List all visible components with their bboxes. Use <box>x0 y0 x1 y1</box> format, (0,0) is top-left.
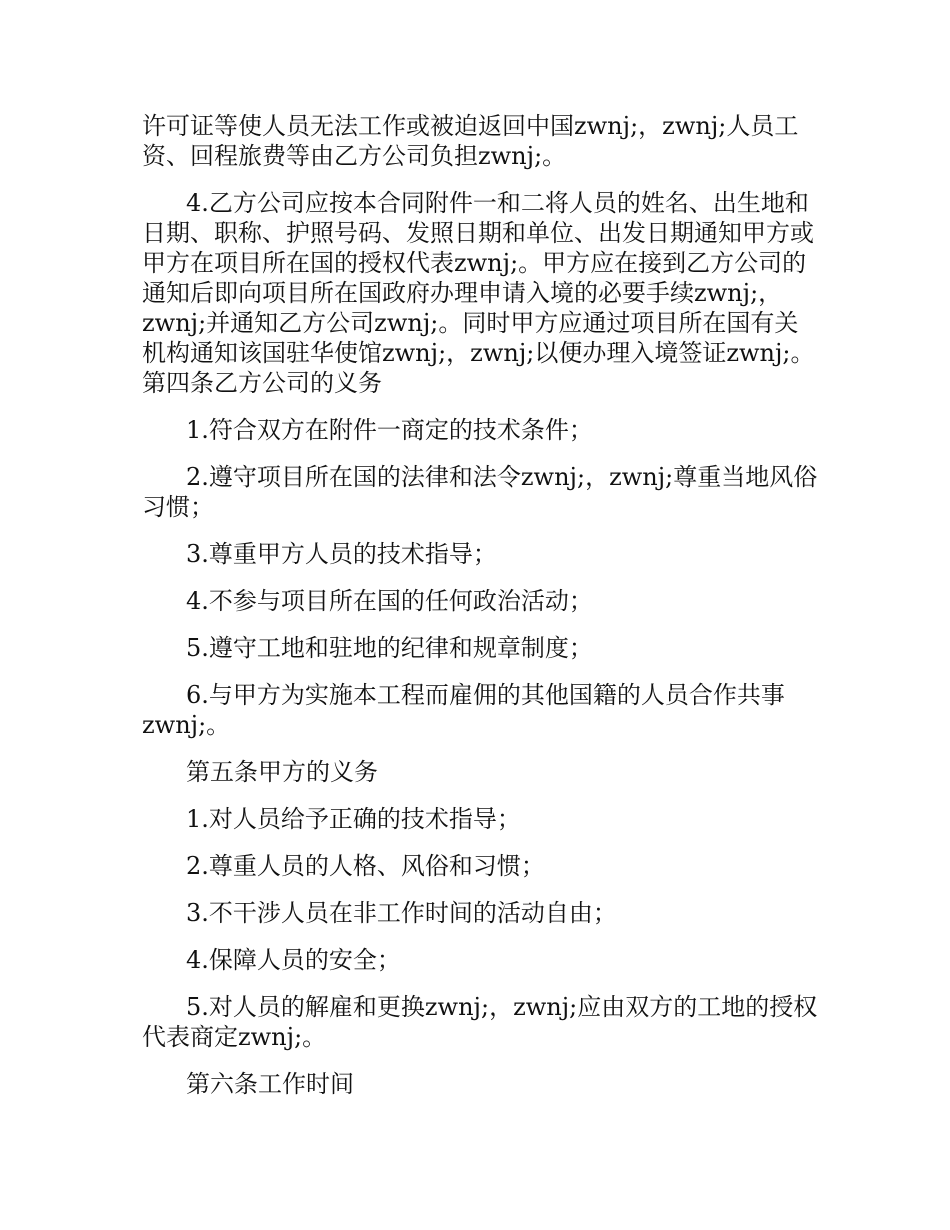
list-item: 1.对人员给予正确的技术指导； <box>186 805 521 833</box>
list-item: 6.与甲方为实施本工程而雇佣的其他国籍的人员合作共事zwnj;。 <box>142 681 785 739</box>
paragraph-continuation: 许可证等使人员无法工作或被迫返回中国zwnj;，zwnj;人员工资、回程旅费等由乙方公司负担zwnj;。 <box>142 112 799 170</box>
list-item: 1.符合双方在附件一商定的技术条件； <box>186 416 593 444</box>
paragraph-clause-4: 4.乙方公司应按本合同附件一和二将人员的姓名、出生地和日期、职称、护照号码、发照日期和单位、出发日期通知甲方或甲方在项目所在国的授权代表zwnj;。甲方应在接到乙方公司的通知后即向项目所在国政府办理申请入境的必要手续zwnj;，zwnj;并通知乙方公司zwnj;。同时甲方应通过项目所在国有关机构通知该国驻华使馆zwnj;，zwnj;以便办理入境签证zwnj;。第四条乙方公司的义务 <box>142 189 815 397</box>
list-item: 3.不干涉人员在非工作时间的活动自由； <box>186 899 617 927</box>
section-heading-article-6: 第六条工作时间 <box>186 1070 354 1098</box>
list-item: 3.尊重甲方人员的技术指导； <box>186 540 497 568</box>
list-item: 4.保障人员的安全； <box>186 946 401 974</box>
list-item: 4.不参与项目所在国的任何政治活动； <box>186 587 593 615</box>
list-item: 5.对人员的解雇和更换zwnj;，zwnj;应由双方的工地的授权代表商定zwnj;。 <box>142 993 818 1051</box>
document-page <box>142 111 822 1116</box>
section-heading-article-5: 第五条甲方的义务 <box>186 758 378 786</box>
list-item: 5.遵守工地和驻地的纪律和规章制度； <box>186 634 593 662</box>
list-item: 2.遵守项目所在国的法律和法令zwnj;，zwnj;尊重当地风俗习惯； <box>142 463 818 521</box>
list-item: 2.尊重人员的人格、风俗和习惯； <box>186 852 545 880</box>
